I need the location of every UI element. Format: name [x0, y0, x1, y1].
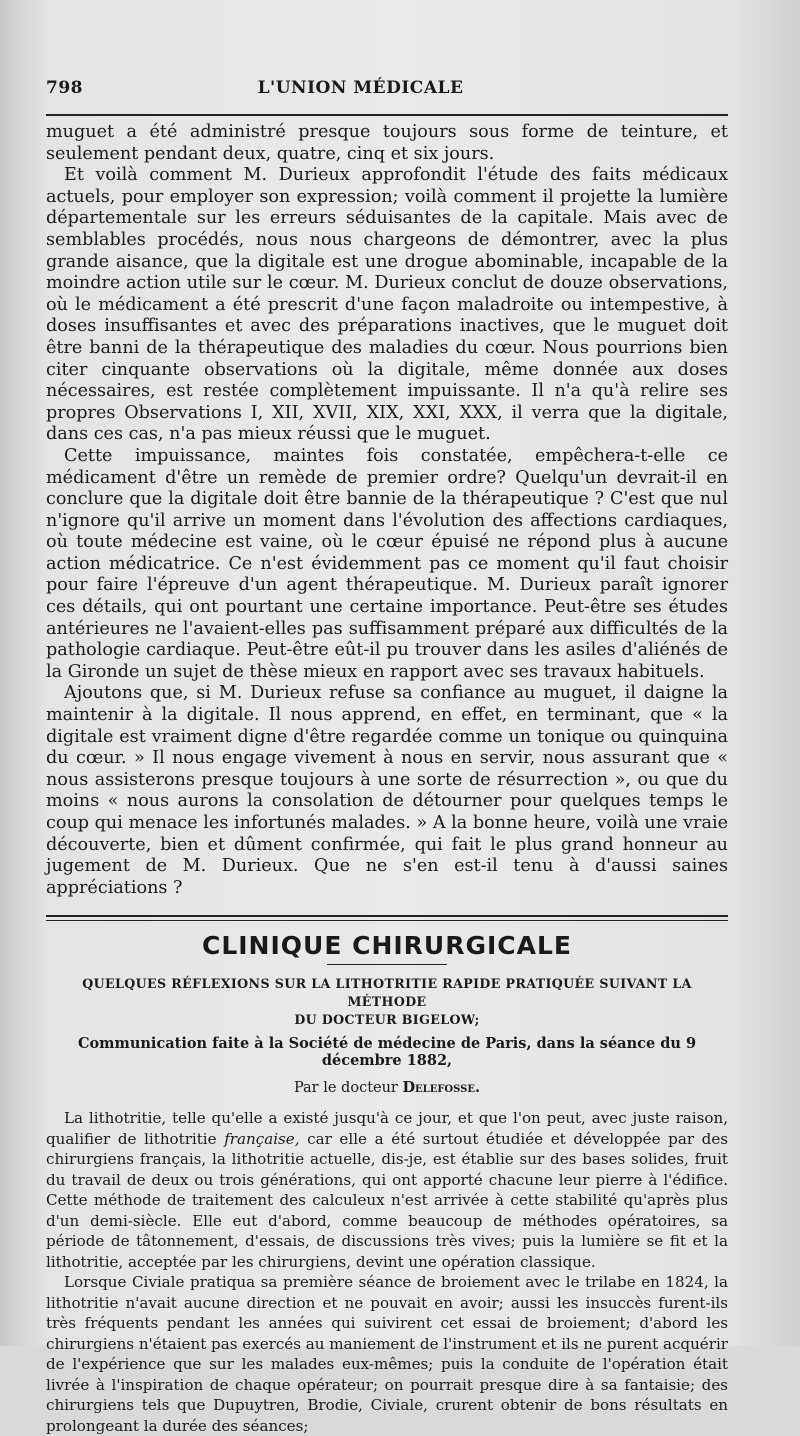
page-number: 798 [46, 78, 83, 98]
header-rule [46, 114, 728, 116]
communication-line: Communication faite à la Société de médecine de Paris, dans la séance du 9 décembre 1882, [77, 1035, 697, 1070]
section-divider [46, 915, 728, 921]
paragraph: Et voilà comment M. Durieux approfondit l'étude des faits médicaux actuels, pour employer son expression; voilà comment il projette la lumière départementale sur les erreurs séduisantes de la capitale. Mais avec de semblables procédés, nous nous chargeons de démontrer, avec la plus grande aisance, que la digitale est une drogue abominable, incapable de la moindre action utile sur le cœur. M. Durieux conclut de douze observations, où le médicament a été prescrit d'une façon maladroite ou intempestive, à doses insuffisantes et avec des préparations inactives, que le muguet doit être banni de la thérapeutique des maladies du cœur. Nous pourrions bien citer cinquante observations où la digitale, même donnée aux doses nécessaires, est restée complètement impuissante. Il n'a qu'à relire ses propres Observations I, XII, XVII, XIX, XXI, XXX, il verra que la digitale, dans ces cas, n'a pas mieux réussi que le muguet. [46, 165, 728, 445]
author-name: Delefosse. [402, 1079, 481, 1097]
article-two-body [46, 1108, 728, 1436]
italic-term: française, [224, 1129, 300, 1148]
article-title-line: DU DOCTEUR BIGELOW; [294, 1012, 480, 1028]
paragraph-text: car elle a été surtout étudiée et développée par des chirurgiens français, la lithotritie actuelle, dis-je, est établie sur des bases solides, fruit du travail de deux ou trois générations, qui ont apporté chacune leur pierre à l'édifice. Cette méthode de traitement des calculeux n'est arrivée à cette stabilité qu'après plus d'un demi-siècle. Elle eut d'abord, comme beaucoup de méthodes opératoires, sa période de tâtonnement, d'essais, de discussions très vives; puis la lumière se fit et la lithotritie, acceptée par les chirurgiens, devint une opération classique. [46, 1129, 729, 1271]
article-one-body [46, 122, 728, 899]
paragraph: Ajoutons que, si M. Durieux refuse sa confiance au muguet, il daigne la maintenir à la digitale. Il nous apprend, en effet, en terminant, que « la digitale est vraiment digne d'être regardée comme un tonique ou quinquina du cœur. » Il nous engage vivement à nous en servir, nous assurant que « nous assisterons presque toujours à une sorte de résurrection », ou que du moins « nous aurons la consolation de détourner pour quelques temps le coup qui menace les infortunés malades. » A la bonne heure, voilà une vraie découverte, bien et dûment confirmée, qui fait le plus grand honneur au jugement de M. Durieux. Que ne s'en est-il tenu à d'aussi saines appréciations ? [46, 683, 728, 898]
paragraph: Cette impuissance, maintes fois constatée, empêchera-t-elle ce médicament d'être un remède de premier ordre? Quelqu'un devrait-il en conclure que la digitale doit être bannie de la thérapeutique ? C'est que nul n'ignore qu'il arrive un moment dans l'évolution des affections cardiaques, où toute médecine est vaine, où le cœur épuisé ne répond plus à aucune action médicatrice. Ce n'est évidemment pas ce moment qu'il faut choisir pour faire l'épreuve d'un agent thérapeutique. M. Durieux paraît ignorer ces détails, qui ont pourtant une certaine importance. Peut-être ses études antérieures ne l'avaient-elles pas suffisamment préparé aux difficultés de la pathologie cardiaque. Peut-être eût-il pu trouver dans les asiles d'aliénés de la Gironde un sujet de thèse mieux en rapport avec ses travaux habituels. [46, 445, 728, 682]
article-title [46, 975, 728, 1029]
paragraph [46, 1108, 728, 1272]
paragraph: muguet a été administré presque toujours sous forme de teinture, et seulement pendant deux, quatre, cinq et six jours. [46, 122, 728, 164]
section-title: CLINIQUE CHIRURGICALE [201, 931, 573, 961]
section-title-underline [327, 964, 447, 965]
paragraph-text: La lithotritie, telle qu'elle a existé jusqu'à ce jour, et que l'on peut, avec juste raison, qualifier de lithotritie [46, 1109, 728, 1148]
author-line [46, 1079, 728, 1096]
paragraph: Lorsque Civiale pratiqua sa première séance de broiement avec le trilabe en 1824, la lithotritie n'avait aucune direction et ne pouvait en avoir; aussi les insuccès furent-ils très fréquents pendant les années qui suivirent cet essai de broiement; d'abord les chirurgiens n'étaient pas exercés au maniement de l'instrument et ils ne purent acquérir de l'expérience que sur les malades eux-mêmes; puis la conduite de l'opération était livrée à l'inspiration de chaque opérateur; on pourrait presque dire à sa fantaisie; des chirurgiens tels que Dupuytren, Brodie, Civiale, crurent obtenir de bons résultats en prolongeant la durée des séances; [46, 1273, 728, 1435]
article-title-line: QUELQUES RÉFLEXIONS SUR LA LITHOTRITIE RAPIDE PRATIQUÉE SUIVANT LA MÉTHODE [82, 976, 692, 1010]
journal-title: L'UNION MÉDICALE [257, 78, 464, 98]
author-prefix: Par le docteur [293, 1080, 403, 1097]
page-header [46, 78, 728, 106]
